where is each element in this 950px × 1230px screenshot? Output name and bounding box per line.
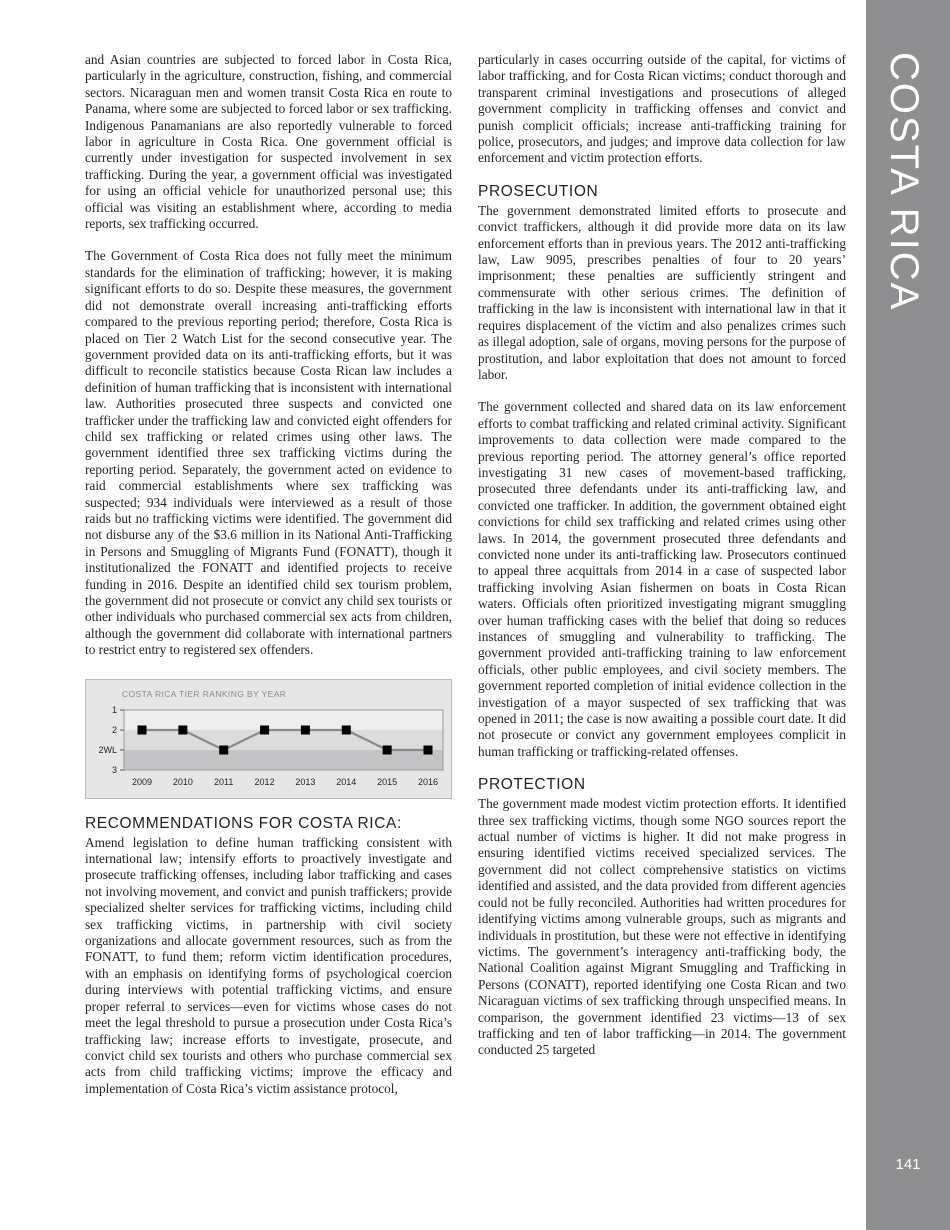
data-point: [219, 745, 228, 754]
sidebar: [866, 0, 950, 1230]
data-point: [383, 745, 392, 754]
data-point: [138, 725, 147, 734]
tier-ranking-chart: [85, 679, 452, 799]
body-paragraph: particularly in cases occurring outside of the capital, for victims of labor trafficking, and for Costa Rican victims; conduct thorough and transparent criminal investigations and prosecutions of alleged government complicity in trafficking offenses and convict and punish complicit officials; increase anti-trafficking training for police, prosecutors, and judges; and improve data collection for law enforcement and victim protection efforts.: [478, 52, 846, 166]
x-tick-label: 2016: [417, 776, 439, 787]
page-number: 141: [895, 1156, 921, 1173]
recommendations-heading: RECOMMENDATIONS FOR COSTA RICA:: [85, 814, 402, 832]
data-point: [342, 725, 351, 734]
x-tick-label: 2014: [336, 776, 357, 787]
body-paragraph: The Government of Costa Rica does not fully meet the minimum standards for the elimination of trafficking; however, it is making significant efforts to do so. Despite these measures, the government did not demonstrate overall increasing anti-trafficking efforts compared to the previous reporting period; therefore, Costa Rica is placed on Tier 2 Watch List for the second consecutive year. The government provided data on its anti-trafficking efforts, but it was difficult to reconcile statistics because Costa Rican law includes a definition of human trafficking that is inconsistent with international law. Authorities prosecuted three suspects and convicted one trafficker under the trafficking law and convicted eight offenders for child sex trafficking or related crimes using other laws. The government identified three sex trafficking victims during the reporting period. Separately, the government acted on evidence to raid commercial establishments where sex trafficking was suspected; 934 individuals were interviewed as a result of those raids but no trafficking victims were identified. The government did not disburse any of the $3.6 million in its National Anti-Trafficking in Persons and Smuggling of Migrants Fund (FONATT), though it institutionalized the FONATT and identified projects to receive funding in 2016. Despite an identified child sex tourism problem, the government did not prosecute or convict any child sex tourists or other individuals who purchased commercial sex acts from children, although the government did collaborate with international partners to restrict entry to registered sex offenders.: [85, 248, 452, 658]
y-tick-label: 2WL: [98, 744, 117, 755]
protection-heading: PROTECTION: [478, 776, 586, 794]
tier-band: [124, 730, 443, 750]
country-title-text: COSTA RICA: [882, 52, 926, 312]
body-paragraph: The government collected and shared data on its law enforcement efforts to combat trafficking and related criminal activity. Significant improvements to data collection were made compared to the previous reporting period. The attorney general’s office reported investigating 31 new cases of movement-based trafficking, prosecuted three defendants under its anti-trafficking law, and convicted one trafficker. In addition, the government obtained eight convictions for child sex trafficking and related crimes using other laws. In 2014, the government prosecuted three defendants and convicted none under its anti-trafficking law. Prosecutors continued to appeal three acquittals from 2014 in a case of suspected labor trafficking involving Asian fishermen on boats in Costa Rican waters. Officials often prioritized investigating migrant smuggling over human trafficking cases with the belief that doing so reduces instances of smuggling and vulnerability to trafficking. The government provided anti-trafficking training to law enforcement officials, other public employees, and civil society members. The government reported completion of initial evidence collection in the investigation of a mayor suspected of sex trafficking that was opened in 2011; the case is now awaiting a possible court date. It did not prosecute or convict any government employees complicit in human trafficking or trafficking-related offenses.: [478, 399, 846, 759]
left-column: [85, 52, 452, 1113]
x-tick-label: 2012: [254, 776, 275, 787]
tier-band: [124, 710, 443, 730]
chart-title: COSTA RICA TIER RANKING BY YEAR: [122, 688, 287, 699]
x-tick-label: 2013: [295, 776, 316, 787]
data-point: [178, 725, 187, 734]
y-tick-label: 2: [111, 724, 117, 735]
recommendations-text: Amend legislation to define human trafficking consistent with international law; intensify efforts to proactively investigate and prosecute trafficking offenses, including labor trafficking and cases not involving movement, and convict and punish traffickers; provide specialized shelter services for trafficking victims, including child sex trafficking victims, in partnership with civil society organizations and allocate government resources, such as from the FONATT, to fund them; reform victim identification procedures, with an emphasis on identifying forms of psychological coercion during interviews with potential trafficking victims, and ensure proper referral to services—even for victims whose cases do not meet the legal threshold to pursue a prosecution under Costa Rica’s trafficking law; increase efforts to investigate, prosecute, and convict child sex tourists and others who purchase commercial sex acts from child trafficking victims; improve the efficacy and implementation of Costa Rica’s victim assistance protocol,: [85, 834, 452, 1096]
x-tick-label: 2010: [172, 776, 193, 787]
data-point: [424, 745, 433, 754]
tier-band: [124, 750, 443, 770]
y-tick-label: 1: [111, 704, 117, 715]
country-title: [866, 52, 950, 352]
data-point: [301, 725, 310, 734]
right-column: [478, 52, 846, 1075]
data-point: [260, 725, 269, 734]
body-paragraph: The government made modest victim protection efforts. It identified three sex trafficking victims, though some NGO sources report the actual number of victims is higher. It did not make progress in ensuring identified victims received specialized services. The government did not collect comprehensive statistics on victims identified and assisted, and the data provided from different agencies could not be fully reconciled. Authorities had written procedures for identifying victims among vulnerable groups, such as migrants and individuals in prostitution, but these were not effective in identifying victims. The government’s interagency anti-trafficking body, the National Coalition against Migrant Smuggling and Trafficking in Persons (CONATT), reported identifying one Costa Rican and two Nicaraguan victims of sex trafficking through unspecified means. In comparison, the government identified 23 victims—13 of sex trafficking and ten of labor trafficking—in 2014. The government conducted 25 targeted: [478, 796, 846, 1058]
y-tick-label: 3: [111, 764, 117, 775]
body-paragraph: The government demonstrated limited efforts to prosecute and convict traffickers, although it did provide more data on its law enforcement efforts than in previous years. The 2012 anti-trafficking law, Law 9095, prescribes penalties of four to 20 years’ imprisonment; these penalties are sufficiently stringent and commensurate with other serious crimes. The definition of trafficking in the law is inconsistent with international law in that it requires displacement of the victim and also penalizes crimes such as illegal adoption, sale of organs, moving persons for the purpose of prostitution, and labor exploitation that does not amount to forced labor.: [478, 202, 846, 382]
body-paragraph: and Asian countries are subjected to forced labor in Costa Rica, particularly in the agriculture, construction, fishing, and commercial sectors. Nicaraguan men and women transit Costa Rica en route to Panama, where some are subjected to forced labor or sex trafficking. Indigenous Panamanians are also reportedly vulnerable to forced labor in agriculture in Costa Rica. One government official is currently under investigation for suspected involvement in sex trafficking. During the year, a government official was investigated for using an official vehicle for unauthorized personal use; this official was visiting an establishment where, according to media reports, sex trafficking occurred.: [85, 52, 452, 232]
x-tick-label: 2015: [377, 776, 398, 787]
x-tick-label: 2009: [131, 776, 153, 787]
prosecution-heading: PROSECUTION: [478, 182, 599, 200]
x-tick-label: 2011: [214, 776, 234, 787]
chart-svg: [86, 680, 453, 800]
